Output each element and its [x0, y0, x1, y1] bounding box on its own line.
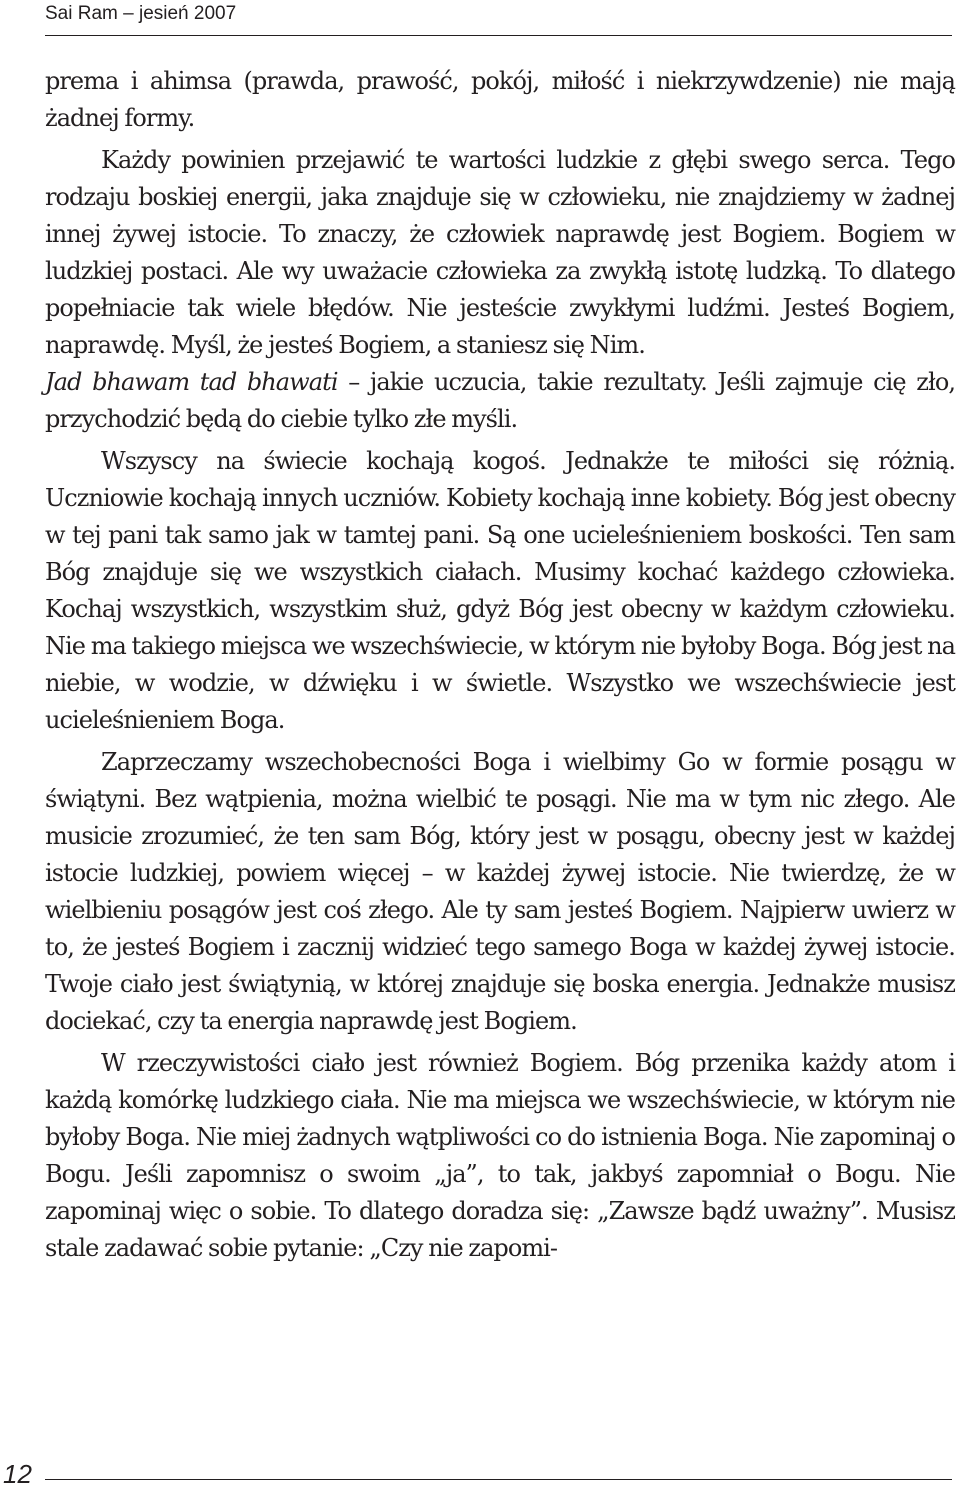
paragraph-2-tail: – jakie uczucia, takie rezultaty. Jeśli zajmuje cię zło, przychodzić będą do ciebie tylko złe myśli. — [45, 368, 955, 433]
paragraph-2-text: Każdy powinien przejawić te wartości ludzkie z głębi swego serca. Tego rodzaju boskiej energii, jaka znajduje się w człowieku, nie znajdziemy w żadnej innej żywej istocie. To znaczy, że człowiek naprawdę jest Bogiem. Bogiem w ludzkiej postaci. Ale wy uważacie człowieka za zwykłą istotę ludzką. To dlatego popełniacie tak wiele błędów. Nie jesteście zwykłymi ludźmi. Jesteś Bogiem, naprawdę. Myśl, że jesteś Bogiem, a staniesz się Nim. — [45, 146, 955, 359]
page-number: 12 — [3, 1459, 32, 1489]
paragraph-5: W rzeczywistości ciało jest również Bogiem. Bóg przenika każdy atom i każdą komórkę ludzkiego ciała. Nie ma miejsca we wszechświecie, w którym nie byłoby Boga. Nie miej żadnych wątpliwości co do istnienia Boga. Nie zapominaj o Bogu. Jeśli zapomnisz o swoim „ja”, to tak, jakbyś zapomniał o Bogu. Nie zapominaj więc o sobie. To dlatego doradza się: „Zawsze bądź uważny”. Musisz stale zadawać sobie pytanie: „Czy nie zapomi- — [45, 1049, 955, 1262]
paragraph-1: prema i ahimsa (prawda, prawość, pokój, miłość i niekrzywdzenie) nie mają żadnej formy. — [45, 67, 955, 132]
paragraph-3: Wszyscy na świecie kochają kogoś. Jednakże te miłości się różnią. Uczniowie kochają innych uczniów. Kobiety kochają inne kobiety. Bóg jest obecny w tej pani tak samo jak w tamtej pani. Są one ucieleśnieniem boskości. Ten sam Bóg znajduje się we wszystkich ciałach. Musimy kochać każdego człowieka. Kochaj wszystkich, wszystkim służ, gdyż Bóg jest obecny w każdym człowieku. Nie ma takiego miejsca we wszechświecie, w którym nie byłoby Boga. Bóg jest na niebie, w wodzie, w dźwięku i w świetle. Wszystko we wszechświecie jest ucieleśnieniem Boga. — [45, 447, 955, 734]
footer-divider — [45, 1479, 952, 1480]
paragraph-4: Zaprzeczamy wszechobecności Boga i wielbimy Go w formie posągu w świątyni. Bez wątpienia, można wielbić te posągi. Nie ma w tym nic złego. Ale musicie zrozumieć, że ten sam Bóg, który jest w posągu, obecny jest w każdej istocie ludzkiej, powiem więcej – w każdej żywej istocie. Nie twierdzę, że w wielbieniu posągów jest coś złego. Ale ty sam jesteś Bogiem. Najpierw uwierz w to, że jesteś Bogiem i zacznij widzieć tego samego Boga w każdej żywej istocie. Twoje ciało jest świątynią, w której znajduje się boska energia. Jednakże musisz dociekać, czy ta energia naprawdę jest Bogiem. — [45, 748, 955, 1035]
article-body — [45, 63, 955, 1267]
header-divider — [45, 35, 952, 36]
running-header: Sai Ram – jesień 2007 — [45, 3, 237, 24]
paragraph-2 — [45, 142, 955, 438]
sanskrit-phrase: Jad bhawam tad bhawati — [45, 368, 338, 396]
